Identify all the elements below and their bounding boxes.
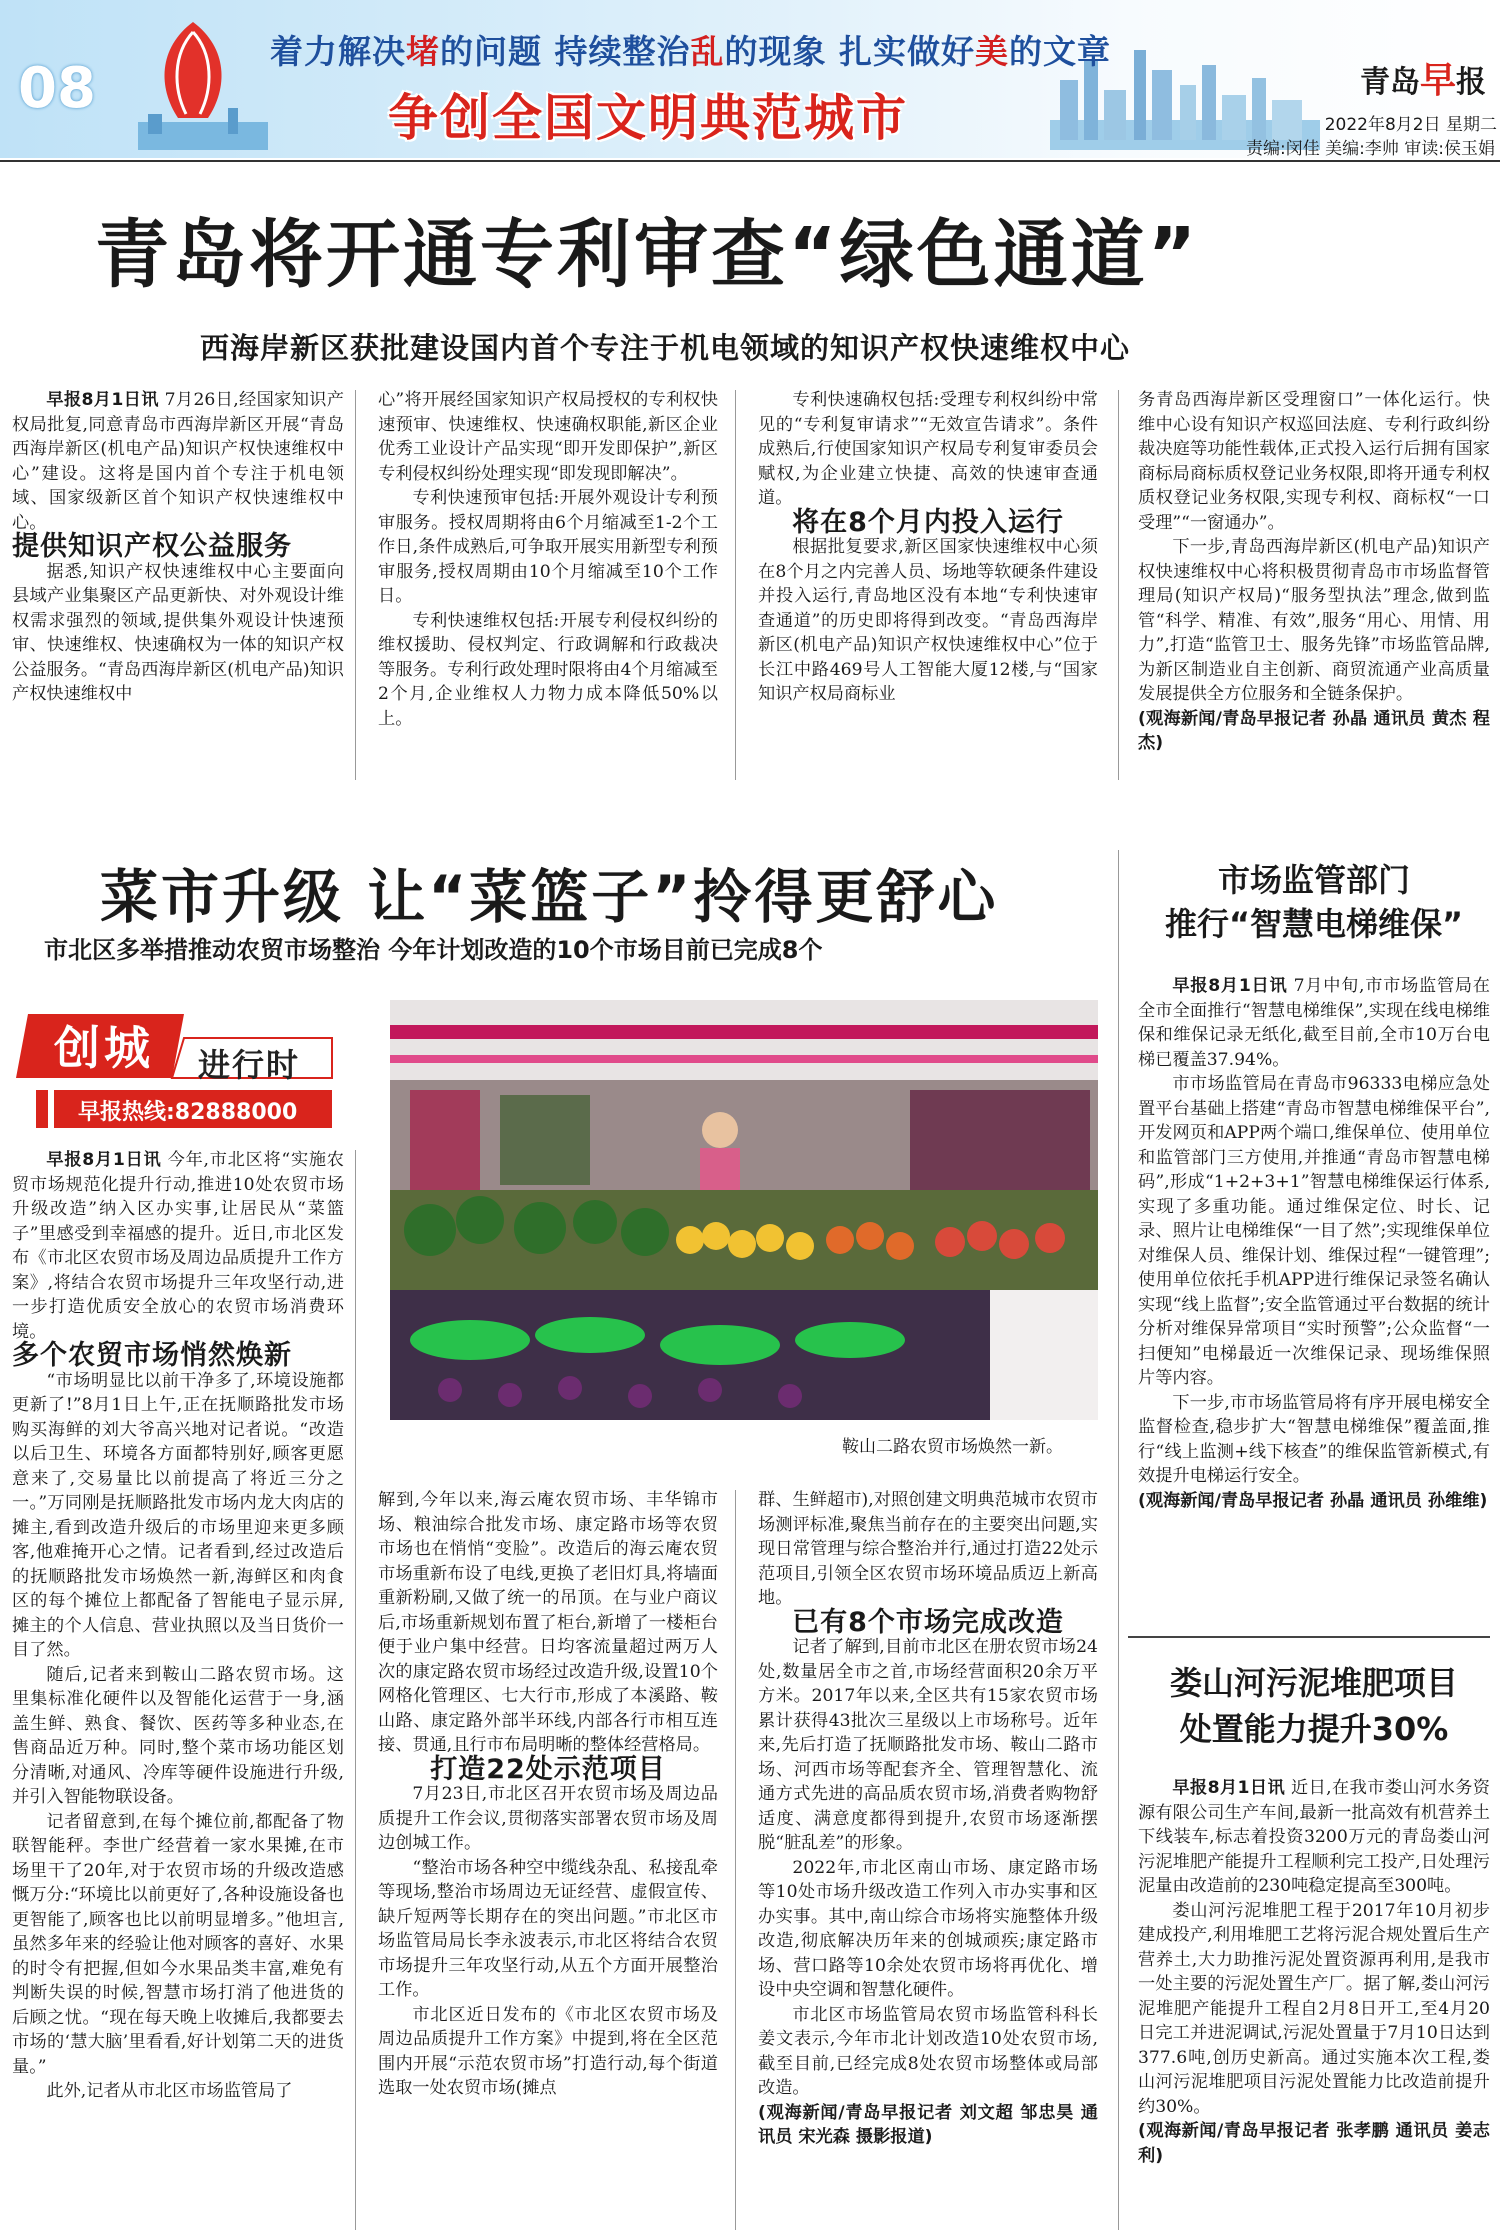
article1-column-2 — [378, 388, 718, 788]
farmers-market-image — [390, 1000, 1098, 1420]
paragraph: 群、生鲜超市),对照创建文明典范城市农贸市场测评标准,聚焦当前存在的主要突出问题,实现日常管理与综合整治并行,通过打造22处示范项目,引领全区农贸市场环境品质迈上新高地。 — [758, 1490, 1098, 1608]
column-divider — [735, 390, 736, 780]
paragraph: “市场明显比以前干净多了,环境设施都更新了!”8月1日上午,正在抚顺路批发市场购买海鲜的刘大爷高兴地对记者说。“改造以后卫生、环境各方面都特别好,顾客更愿意来了,交易量比以前提高了将近三分之一。”万同刚是抚顺路批发市场内龙大肉店的摊主,看到改造升级后的市场里迎来更多顾客,他难掩开心之情。记者看到,经过改造后的抚顺路批发市场焕然一新,海鲜区和肉食区的每个摊位上都配备了智能电子显示屏,摊主的个人信息、营业执照以及当日货价一目了然。 — [12, 1370, 344, 1660]
paragraph: 7月23日,市北区召开农贸市场及周边品质提升工作会议,贯彻落实部署农贸市场及周边创城工作。 — [378, 1784, 718, 1853]
paragraph: 下一步,青岛西海岸新区(机电产品)知识产权快速维权中心将积极贯彻青岛市市场监督管理局(知识产权局)“服务型执法”理念,做到监管“科学、精准、有效”,服务“用心、用情、用力”,打造“监管卫士、服务先锋”市场监管品牌,为新区制造业自主创新、商贸流通产业高质量发展提供全方位服务和全链条保护。 — [1138, 537, 1490, 704]
paragraph: “整治市场各种空中缆线杂乱、私接乱牵等现场,整治市场周边无证经营、虚假宣传、缺斤短两等长期存在的突出问题。”市北区市场监管局局长李永波表示,市北区将结合农贸市场提升三年攻坚行动,从五个方面开展整治工作。 — [378, 1857, 718, 2000]
article2-column-3 — [758, 1488, 1098, 2237]
paragraph: 此外,记者从市北区市场监管局了 — [46, 2081, 293, 2101]
slogan-top: 着力解决堵的问题 持续整治乱的现象 扎实做好美的文章 — [270, 32, 1111, 71]
byline: (观海新闻/青岛早报记者 张孝鹏 通讯员 姜志利) — [1138, 2121, 1490, 2166]
header-rule — [0, 160, 1500, 162]
article1-column-1 — [12, 388, 344, 788]
byline: (观海新闻/青岛早报记者 孙晶 通讯员 孙维维) — [1138, 1490, 1488, 1511]
column-divider — [1118, 390, 1119, 780]
may-wind-sculpture-image — [118, 18, 268, 150]
paragraph: 2022年,市北区南山市场、康定路市场等10处市场升级改造工作列入市办实事和区办实事。其中,南山综合市场将实施整体升级改造,彻底解决历年来的创城顽疾;康定路市场、营口路等10余处农贸市场将再优化、增设中央空调和智慧化硬件。 — [758, 1857, 1098, 2000]
issue-date: 2022年8月2日 星期二 — [1324, 115, 1497, 135]
article2-column-2 — [378, 1488, 718, 2237]
paragraph: 专利快速维权包括:开展专利侵权纠纷的维权援助、侵权判定、行政调解和行政裁决等服务。专利行政处理时限将由4个月缩减至2个月,企业维权人力物力成本降低50%以上。 — [378, 610, 718, 729]
campaign-badge — [14, 1008, 344, 1128]
paragraph: 记者了解到,目前市北区在册农贸市场24处,数量居全市之首,市场经营面积20余万平方米。2017年以来,全区共有15家农贸市场累计获得43批次三星级以上市场称号。近年来,先后打造了抚顺路批发市场、鞍山二路市场、河西市场等配套齐全、管理智慧化、流通方式先进的高品质农贸市场,消费者购物舒适度、满意度都得到提升,农贸市场逐渐摆脱“脏乱差”的形象。 — [758, 1637, 1098, 1853]
editors-line: 责编:闵佳 美编:李帅 审读:侯玉娟 — [1246, 139, 1495, 158]
market-photo — [390, 1000, 1098, 1420]
article2-title: 菜市升级 让“菜篮子”拎得更舒心 — [100, 863, 999, 931]
paragraph: 市市场监管局在青岛市96333电梯应急处置平台基础上搭建“青岛市智慧电梯维保平台”,开发网页和APP两个端口,维保单位、使用单位和监管部门三方使用,并推通“青岛市智慧电梯码”,形成“1+2+3+1”智慧电梯维保运行体系,实现了多重功能。通过维保定位、时长、记录、照片让电梯维保“一目了然”;实现维保单位对维保人员、维保计划、维保过程“一键管理”;使用单位依托手机APP进行维保记录签名确认实现“线上监督”;安全监管通过平台数据的统计分析对维保异常项目“实时预警”;公众监督“一扫便知”电梯最近一次维保记录、现场维保照片等内容。 — [1138, 1074, 1490, 1388]
paragraph: 娄山河污泥堆肥工程于2017年10月初步建成投产,利用堆肥工艺将污泥合规处置后生产营养土,大力助推污泥处置资源再利用,是我市一处主要的污泥处置生产厂。据了解,娄山河污泥堆肥产能提升工程自2月8日开工,至4月20日完工并进泥调试,污泥处置量于7月10日达到377.6吨,创历史新高。通过实施本次工程,娄山河污泥堆肥项目污泥处置能力比改造前提升约30%。 — [1138, 1900, 1490, 2117]
column-divider — [355, 390, 356, 780]
paragraph: 据悉,知识产权快速维权中心主要面向县域产业集聚区产品更新快、对外观设计维权需求强烈的领域,提供集外观设计快速预审、快速维权、快速确权为一体的知识产权公益服务。“青岛西海岸新区(机电产品)知识产权快速维权中 — [12, 561, 344, 704]
column-divider — [1118, 850, 1119, 2230]
badge-subtitle: 进行时 — [198, 1046, 301, 1084]
dateline: 早报8月1日讯 — [1172, 1778, 1286, 1798]
slogan-main: 争创全国文明典范城市 — [388, 89, 908, 147]
paragraph: 今年,市北区将“实施农贸市场规范化提升行动,推进10处农贸市场升级改造”纳入区办实事,让居民从“菜篮子”里感受到幸福感的提升。近日,市北区发布《市北区农贸市场及周边品质提升工作方案》,将结合农贸市场提升三年攻坚行动,进一步打造优质安全放心的农贸市场消费环境。 — [12, 1150, 344, 1342]
header-banner — [0, 0, 1500, 158]
column-divider — [735, 1490, 736, 2230]
section-heading: 将在8个月内投入运行 — [792, 506, 1064, 538]
article3-title: 市场监管部门 推行“智慧电梯维保” — [1164, 861, 1464, 943]
paragraph: 7月26日,经国家知识产权局批复,同意青岛市西海岸新区开展“青岛西海岸新区(机电产品)知识产权快速维权中心”建设。这将是国内首个专注于机电领域、国家级新区首个知识产权快速维权中心。 — [12, 390, 344, 533]
article4-title: 娄山河污泥堆肥项目 处置能力提升30% — [1169, 1664, 1458, 1748]
article3-body — [1138, 974, 1490, 1624]
dateline: 早报8月1日讯 — [46, 390, 159, 410]
dateline: 早报8月1日讯 — [1172, 976, 1288, 996]
section-heading: 已有8个市场完成改造 — [792, 1606, 1064, 1638]
article1-title: 青岛将开通专利审查“绿色通道” — [95, 212, 1200, 298]
badge-title: 创城 — [54, 1021, 154, 1075]
article4-body — [1138, 1776, 1490, 2237]
byline: (观海新闻/青岛早报记者 刘文超 邹忠昊 通讯员 宋光森 摄影报道) — [758, 2102, 1098, 2147]
byline: (观海新闻/青岛早报记者 孙晶 通讯员 黄杰 程杰) — [1138, 708, 1490, 753]
photo-caption: 鞍山二路农贸市场焕然一新。 — [842, 1437, 1063, 1457]
article2-column-1 — [12, 1148, 344, 2237]
article1-subtitle: 西海岸新区获批建设国内首个专注于机电领域的知识产权快速维权中心 — [200, 331, 1131, 365]
page-number: 08 — [18, 56, 96, 121]
paragraph: 市北区近日发布的《市北区农贸市场及周边品质提升工作方案》中提到,将在全区范围内开展“示范农贸市场”打造行动,每个街道选取一处农贸市场(摊点 — [378, 2004, 718, 2098]
column-divider — [355, 1150, 356, 2230]
paragraph: 专利快速预审包括:开展外观设计专利预审服务。授权周期将由6个月缩减至1-2个工作日,条件成熟后,可争取开展实用新型专利预审服务,授权周期由10个月缩减至10个工作日。 — [378, 488, 718, 606]
paragraph: 心”将开展经国家知识产权局授权的专利权快速预审、快速维权、快速确权职能,新区企业优秀工业设计产品实现“即开发即保护”,新区专利侵权纠纷处理实现“即发现即解决”。 — [378, 390, 718, 484]
article1-column-3 — [758, 388, 1098, 788]
paragraph: 随后,记者来到鞍山二路农贸市场。这里集标准化硬件以及智能化运营于一身,涵盖生鲜、熟食、餐饮、医药等多种业态,在售商品近万种。同时,整个菜市场功能区划分清晰,对通风、冷库等硬件设施进行升级,并引入智能物联设备。 — [12, 1664, 344, 1807]
section-heading: 多个农贸市场悄然焕新 — [12, 1340, 292, 1371]
article1-column-4 — [1138, 388, 1490, 788]
dateline: 早报8月1日讯 — [46, 1150, 162, 1170]
section-heading: 打造22处示范项目 — [430, 1753, 666, 1785]
newspaper-logo: 青岛早报 — [1360, 60, 1487, 101]
section-rule — [1128, 1636, 1490, 1638]
paragraph: 解到,今年以来,海云庵农贸市场、丰华锦市场、粮油综合批发市场、康定路市场等农贸市场也在悄悄“变脸”。改造后的海云庵农贸市场重新布设了电线,更换了老旧灯具,将墙面重新粉刷,又做了统一的吊顶。在与业户商议后,市场重新规划布置了柜台,新增了一楼柜台便于业户集中经营。日均客流量超过两万人次的康定路农贸市场经过改造升级,设置10个网格化管理区、七大行市,形成了本溪路、鞍山路、康定路外部半环线,内部各行市相互连接、贯通,且行市布局明晰的整体经营格局。 — [378, 1490, 718, 1755]
paragraph: 7月中旬,市市场监管局在全市全面推行“智慧电梯维保”,实现在线电梯维保和维保记录无纸化,截至目前,全市10万台电梯已覆盖37.94%。 — [1138, 976, 1490, 1070]
paragraph: 专利快速确权包括:受理专利权纠纷中常见的“专利复审请求”“无效宣告请求”。条件成熟后,行使国家知识产权局专利复审委员会赋权,为企业建立快捷、高效的快速审查通道。 — [758, 390, 1098, 508]
paragraph: 根据批复要求,新区国家快速维权中心须在8个月之内完善人员、场地等软硬条件建设并投入运行,青岛地区没有本地“专利快速审查通道”的历史即将得到改变。“青岛西海岸新区(机电产品)知识产权快速维权中心”位于长江中路469号人工智能大厦12楼,与“国家知识产权局商标业 — [758, 537, 1098, 704]
article2-subtitle: 市北区多举措推动农贸市场整治 今年计划改造的10个市场目前已完成8个 — [44, 936, 823, 964]
paragraph: 近日,在我市娄山河水务资源有限公司生产车间,最新一批高效有机营养土下线装车,标志着投资3200万元的青岛娄山河污泥堆肥产能提升工程顺利完工投产,日处理污泥量由改造前的230吨稳定提高至300吨。 — [1138, 1778, 1490, 1896]
paragraph: 市北区市场监管局农贸市场监管科科长姜文表示,今年市北计划改造10处农贸市场,截至目前,已经完成8处农贸市场整体或局部改造。 — [758, 2004, 1098, 2098]
paragraph: 记者留意到,在每个摊位前,都配备了物联智能秤。李世广经营着一家水果摊,在市场里干了20年,对于农贸市场的升级改造感慨万分:“环境比以前更好了,各种设施设备也更智能了,顾客也比以前明显增多。”他坦言,虽然多年来的经验让他对顾客的喜好、水果的时令有把握,但如今水果品类丰富,难免有判断失误的时候,智慧市场打消了他进货的后顾之忧。“现在每天晚上收摊后,我都要去市场的‘慧大脑’里看看,好计划第二天的进货量。” — [12, 1811, 344, 2077]
badge-hotline: 早报热线:82888000 — [78, 1100, 298, 1125]
paragraph: 务青岛西海岸新区受理窗口”一体化运行。快维中心设有知识产权巡回法庭、专利行政纠纷裁决庭等功能性载体,正式投入运行后拥有国家商标局商标质权登记业务权限,即将开通专利权质权登记业务权限,实现专利权、商标权“一口受理”“一窗通办”。 — [1138, 390, 1490, 533]
paragraph: 下一步,市市场监管局将有序开展电梯安全监督检查,稳步扩大“智慧电梯维保”覆盖面,推行“线上监测+线下核查”的维保监管新模式,有效提升电梯运行安全。 — [1138, 1392, 1490, 1486]
section-heading: 提供知识产权公益服务 — [12, 531, 292, 562]
